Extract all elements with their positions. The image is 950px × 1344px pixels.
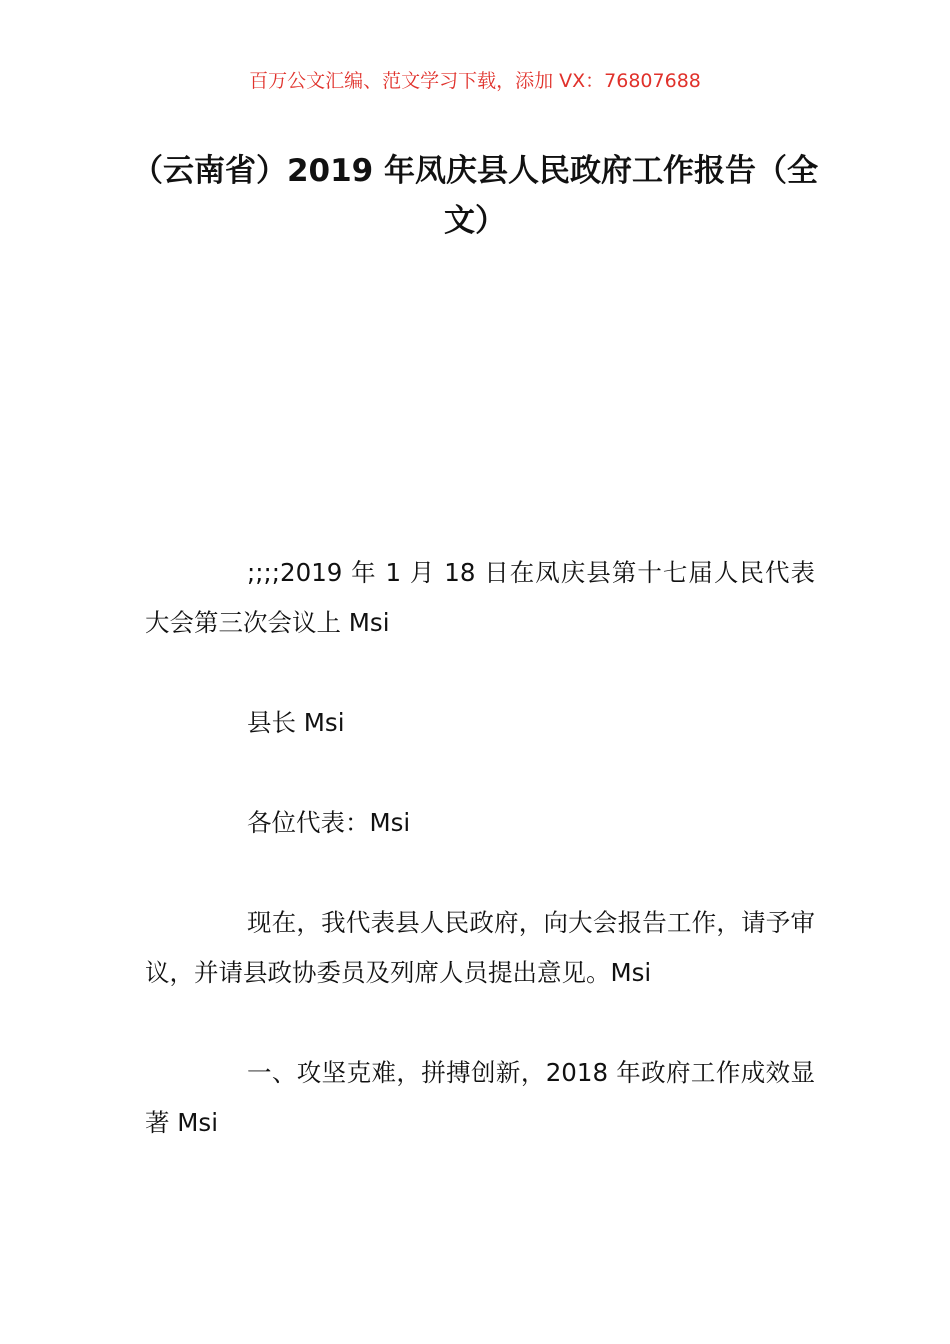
paragraph-salutation: 各位代表：Msi	[247, 808, 411, 837]
section-heading-1: 一、攻坚克难，拼搏创新，2018 年政府工作成效显著 Msi	[145, 1058, 815, 1137]
document-body	[145, 548, 815, 1198]
paragraph-speaker: 县长 Msi	[247, 708, 345, 737]
paragraph-intro: 现在，我代表县人民政府，向大会报告工作，请予审议，并请县政协委员及列席人员提出意见。Msi	[145, 908, 815, 987]
paragraph-meeting-info: ;;;;2019 年 1 月 18 日在凤庆县第十七届人民代表大会第三次会议上 Msi	[145, 558, 815, 637]
header-promo-note: 百万公文汇编、范文学习下载，添加 VX：76807688	[249, 70, 701, 92]
document-title: （云南省）2019 年凤庆县人民政府工作报告（全文）	[131, 153, 819, 239]
